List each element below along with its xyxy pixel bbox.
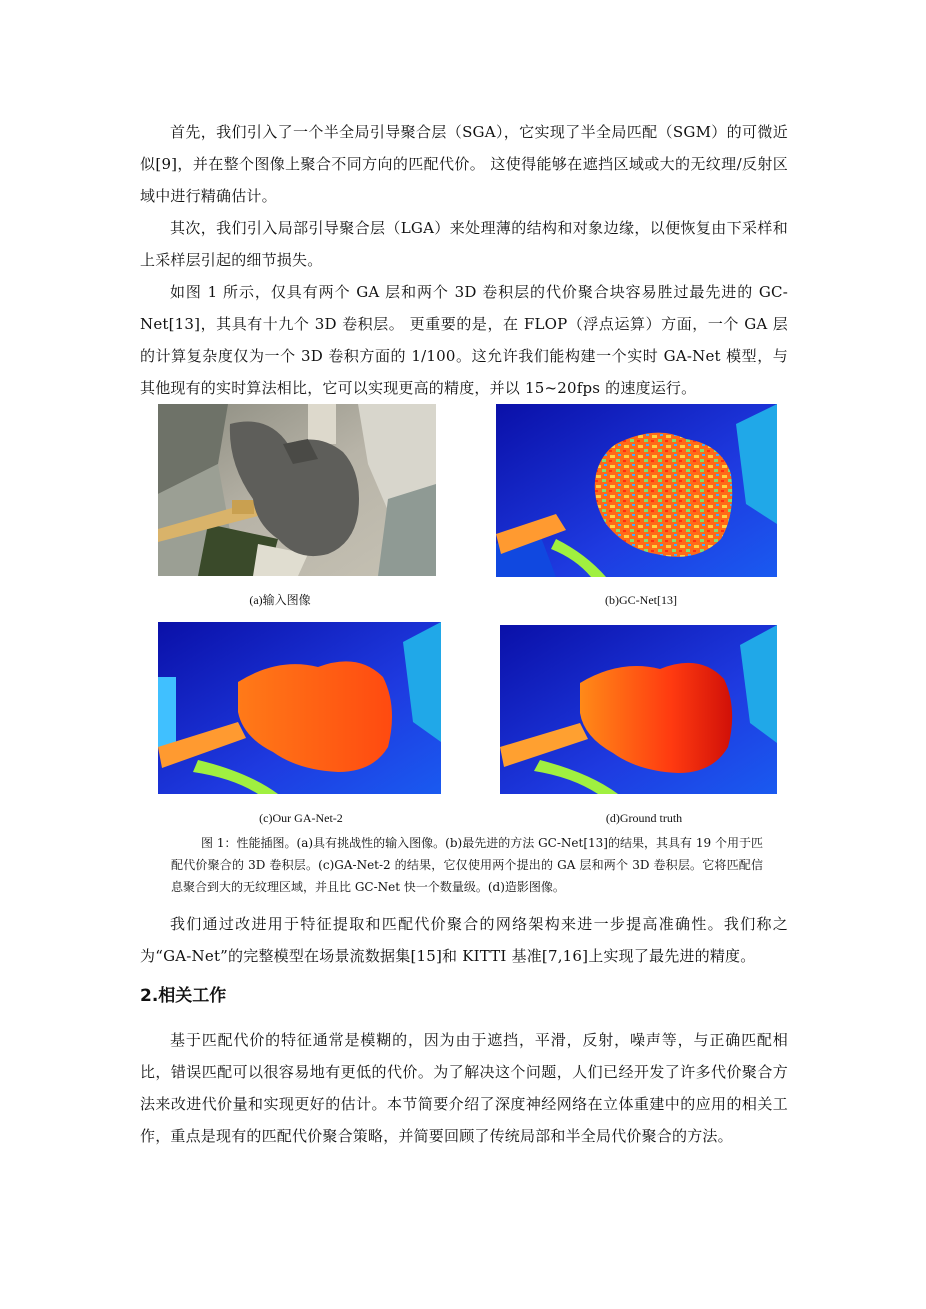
figure-caption: 图 1：性能插图。(a)具有挑战性的输入图像。(b)最先进的方法 GC-Net[13]的结果，其具有 19 个用于匹配代价聚合的 3D 卷积层。(c)GA-Net-2 的结果，它仅使用两个提出的 GA 层和两个 3D 卷积层。它将匹配信息聚合到大的无纹理区域，并且比 GC-Net 快一个数量级。(d)造影图像。 (171, 836, 763, 894)
paragraph-related-work: 基于匹配代价的特征通常是模糊的，因为由于遮挡，平滑，反射，噪声等，与正确匹配相比，错误匹配可以很容易地有更低的代价。为了解决这个问题，人们已经开发了许多代价聚合方法来改进代价量和实现更好的估计。本节简要介绍了深度神经网络在立体重建中的应用的相关工作，重点是现有的匹配代价聚合策略，并简要回顾了传统局部和半全局代价聚合的方法。 (140, 1031, 788, 1145)
subcaption-ground-truth: (d)Ground truth (605, 811, 683, 825)
paragraph-sga: 首先，我们引入了一个半全局引导聚合层（SGA），它实现了半全局匹配（SGM）的可微近似[9]，并在整个图像上聚合不同方向的匹配代价。 这使得能够在遮挡区域或大的无纹理/反射区域中进行精确估计。 (140, 123, 788, 205)
figure-ground-truth (500, 625, 777, 794)
paragraph-performance: 如图 1 所示，仅具有两个 GA 层和两个 3D 卷积层的代价聚合块容易胜过最先进的 GC-Net[13]，其具有十九个 3D 卷积层。 更重要的是，在 FLOP（浮点运算）方面，一个 GA 层的计算复杂度仅为一个 3D 卷积方面的 1/100。这允许我们能构建一个实时 GA-Net 模型，与其他现有的实时算法相比，它可以实现更高的精度，并以 15~20fps 的速度运行。 (140, 283, 788, 397)
subcaption-ganet2: (c)Our GA-Net-2 (259, 811, 343, 825)
figure-input-image (158, 404, 436, 576)
figure-ganet2-result (158, 622, 441, 794)
subcaption-input: (a)输入图像 (249, 593, 311, 607)
section-heading: 2.相关工作 (140, 986, 227, 1006)
paragraph-lga: 其次，我们引入局部引导聚合层（LGA）来处理薄的结构和对象边缘，以便恢复由下采样和上采样层引起的细节损失。 (140, 219, 788, 269)
figure-gcnet-result (496, 404, 777, 577)
subcaption-gcnet: (b)GC-Net[13] (605, 593, 677, 607)
paragraph-ganet: 我们通过改进用于特征提取和匹配代价聚合的网络架构来进一步提高准确性。我们称之为“GA-Net”的完整模型在场景流数据集[15]和 KITTI 基准[7,16]上实现了最先进的精度。 (140, 915, 788, 965)
